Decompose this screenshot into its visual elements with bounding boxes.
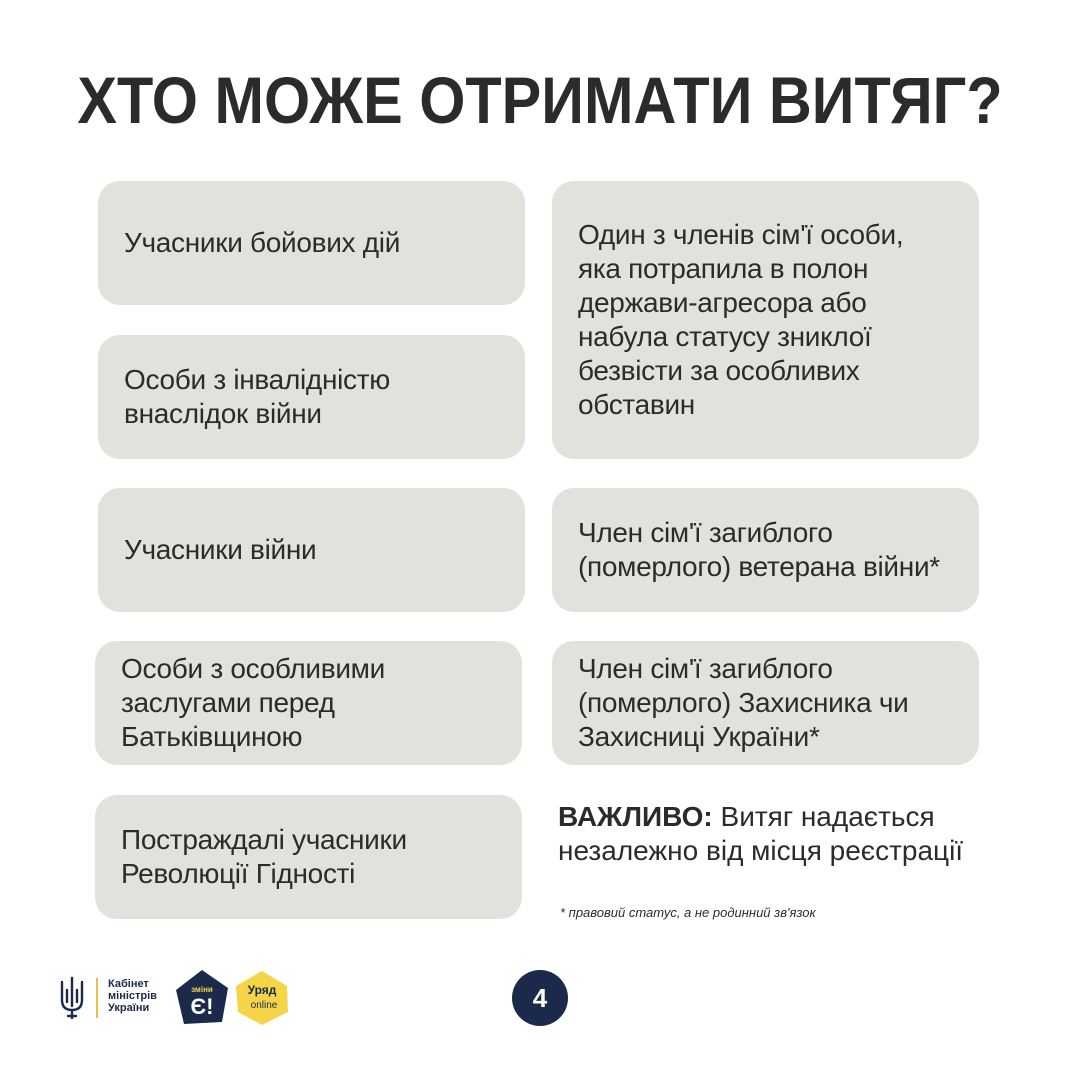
card-text: Учасники бойових дій bbox=[124, 227, 401, 258]
card-text: Член сім'ї загиблого (померлого) ветерана війни* bbox=[578, 517, 940, 582]
card-text: Учасники війни bbox=[124, 534, 317, 565]
card-defender-family bbox=[552, 641, 979, 765]
trident-icon bbox=[58, 976, 86, 1020]
page-title: ХТО МОЖЕ ОТРИМАТИ ВИТЯГ? bbox=[77, 63, 1003, 137]
cabinet-logo-text: Кабінет міністрів України bbox=[108, 978, 157, 1014]
card-combatants bbox=[98, 181, 525, 305]
logo-divider bbox=[96, 978, 98, 1018]
card-text: Особи з інвалідністю внаслідок війни bbox=[124, 364, 390, 429]
card-special-merits bbox=[95, 641, 522, 765]
svg-text:Уряд: Уряд bbox=[247, 983, 277, 997]
svg-text:online: online bbox=[250, 1000, 278, 1011]
card-text: Член сім'ї загиблого (померлого) Захисника чи Захисниці України* bbox=[578, 653, 909, 752]
page-number: 4 bbox=[512, 970, 568, 1026]
card-text: Постраждалі учасники Революції Гідності bbox=[121, 824, 407, 889]
card-text: Один з членів сім'ї особи, яка потрапила в полон держави-агресора або набула статусу зниклої безвісти за особливих обставин bbox=[578, 219, 904, 420]
card-revolution bbox=[95, 795, 522, 919]
card-veteran-family bbox=[552, 488, 979, 612]
card-war-participants bbox=[98, 488, 525, 612]
card-captive-family bbox=[552, 181, 979, 459]
important-label: ВАЖЛИВО: bbox=[558, 801, 713, 832]
important-text: Витяг надається незалежно від місця реєстрації bbox=[558, 801, 964, 866]
uriad-online-logo bbox=[232, 968, 292, 1028]
important-note bbox=[558, 800, 998, 868]
svg-text:Є!: Є! bbox=[190, 994, 214, 1019]
footnote: * правовий статус, а не родинний зв'язок bbox=[560, 905, 816, 920]
zminy-logo bbox=[172, 968, 232, 1028]
svg-text:зміни: зміни bbox=[191, 985, 213, 994]
card-disabled bbox=[98, 335, 525, 459]
card-text: Особи з особливими заслугами перед Батьківщиною bbox=[121, 653, 385, 752]
